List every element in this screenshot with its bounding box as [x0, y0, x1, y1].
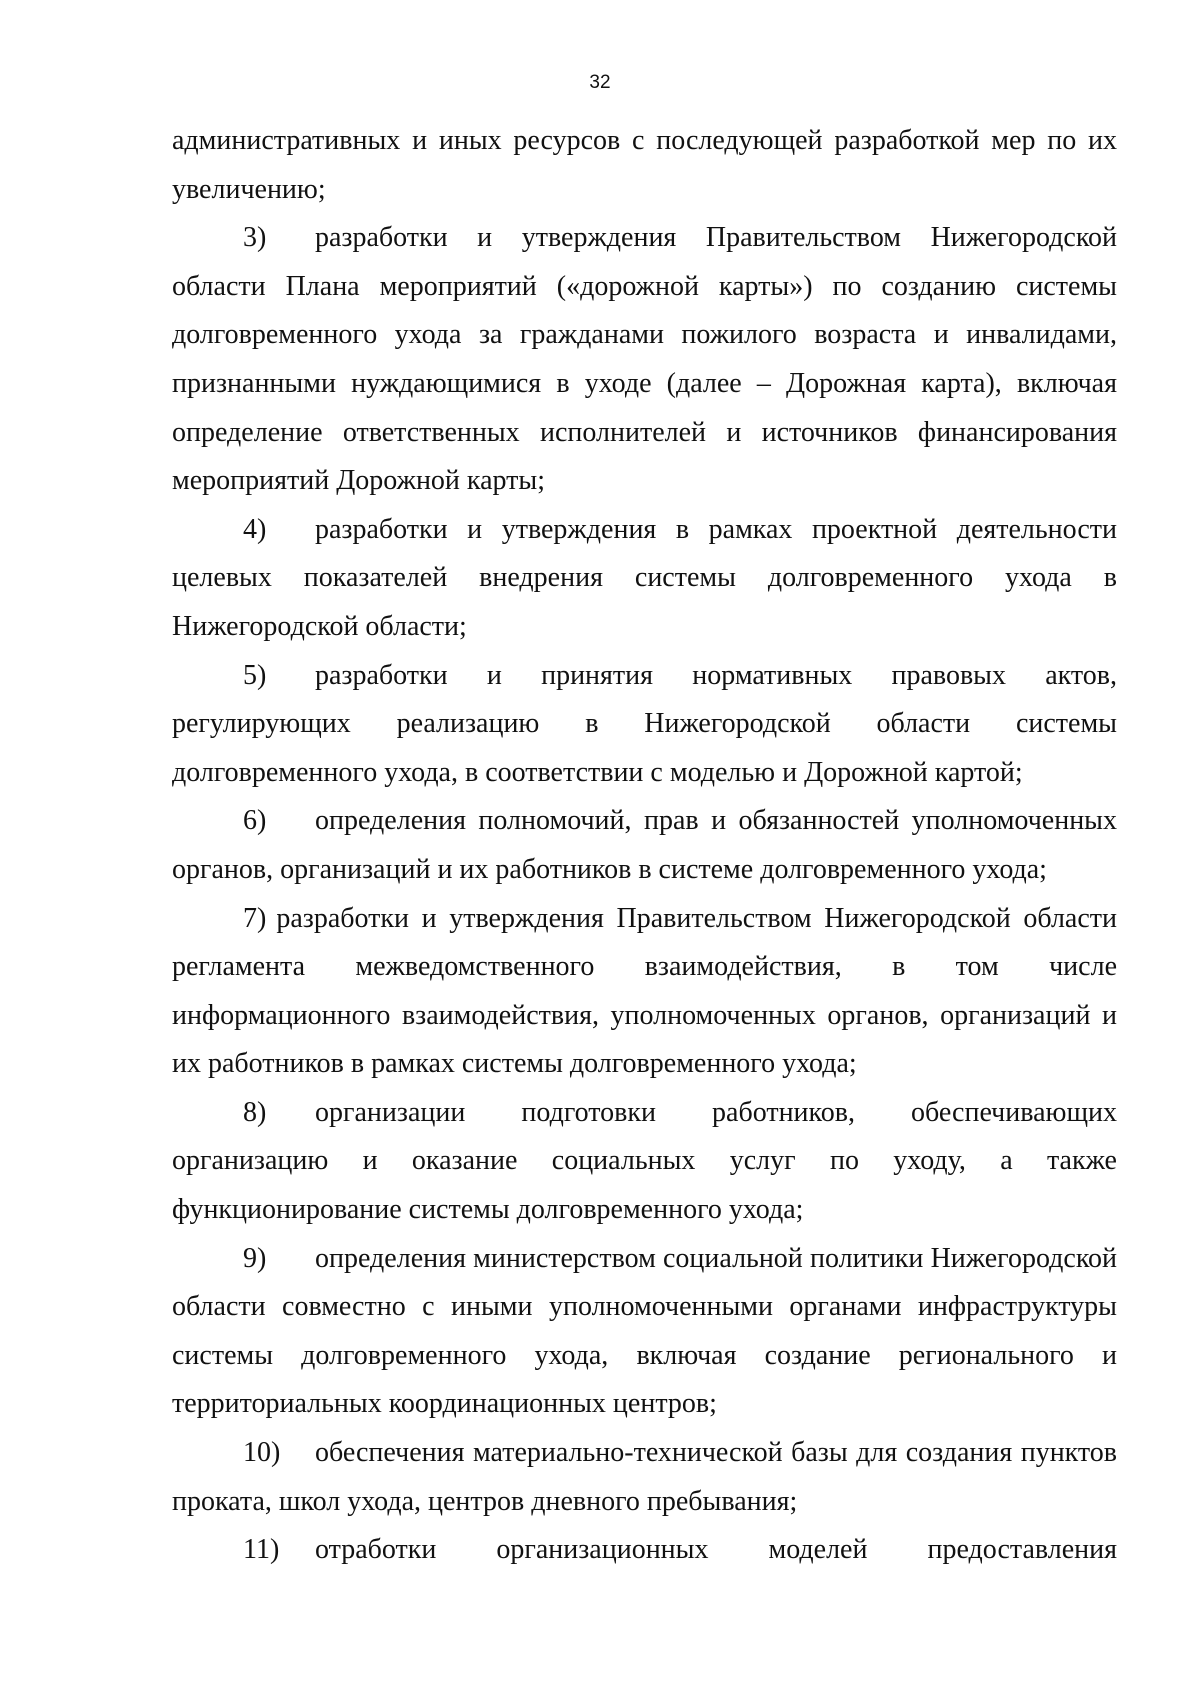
list-item-number: 11): [243, 1534, 280, 1566]
list-item-text: отработки организационных моделей предоставления: [315, 1534, 1117, 1566]
list-item-number: 3): [243, 222, 267, 254]
list-item-7: [172, 895, 1117, 1089]
list-item-10: [172, 1429, 1117, 1526]
document-body: [172, 117, 1117, 1575]
list-item-8: [172, 1089, 1117, 1235]
list-item-number: 7): [243, 902, 267, 934]
paragraph-continuation: [172, 117, 1117, 214]
list-item-11: [172, 1526, 1117, 1575]
list-item-text: разработки и утверждения Правительством Нижегородской области регламента межведомственного взаимодействия, в том числе информационного взаимодействия, уполномоченных органов, организаций и их работников в рамках системы долговременного ухода;: [172, 902, 1117, 1080]
list-item-number: 6): [243, 805, 267, 837]
list-item-5: [172, 652, 1117, 798]
list-item-text: обеспечения материально-технической базы для создания пунктов проката, школ ухода, центров дневного пребывания;: [172, 1437, 1117, 1517]
list-item-number: 5): [243, 659, 267, 691]
list-item-number: 9): [243, 1242, 267, 1274]
list-item-6: [172, 797, 1117, 894]
list-item-number: 4): [243, 513, 267, 545]
page-number: 32: [589, 72, 611, 93]
list-item-text: организации подготовки работников, обеспечивающих организацию и оказание социальных услуг по уходу, а также функционирование системы долговременного ухода;: [172, 1096, 1117, 1226]
list-item-3: [172, 214, 1117, 506]
list-item-4: [172, 506, 1117, 652]
list-item-text: разработки и утверждения в рамках проектной деятельности целевых показателей внедрения системы долговременного ухода в Нижегородской области;: [172, 513, 1117, 642]
list-item-text: определения полномочий, прав и обязанностей уполномоченных органов, организаций и их работников в системе долговременного ухода;: [172, 805, 1117, 885]
list-item-number: 10): [243, 1437, 281, 1469]
list-item-text: разработки и принятия нормативных правовых актов, регулирующих реализацию в Нижегородской области системы долговременного ухода, в соответствии с моделью и Дорожной картой;: [172, 659, 1117, 788]
list-item-text: определения министерством социальной политики Нижегородской области совместно с иными уполномоченными органами инфраструктуры системы долговременного ухода, включая создание регионального и территориальных координационных центров;: [172, 1242, 1117, 1420]
list-item-number: 8): [243, 1096, 267, 1128]
paragraph-text: административных и иных ресурсов с последующей разработкой мер по их увеличению;: [172, 125, 1117, 205]
list-item-text: разработки и утверждения Правительством Нижегородской области Плана мероприятий («дорожной карты») по созданию системы долговременного ухода за гражданами пожилого возраста и инвалидами, признанными нуждающимися в уходе (далее – Дорожная карта), включая определение ответственных исполнителей и источников финансирования мероприятий Дорожной карты;: [172, 222, 1117, 497]
list-item-9: [172, 1235, 1117, 1429]
